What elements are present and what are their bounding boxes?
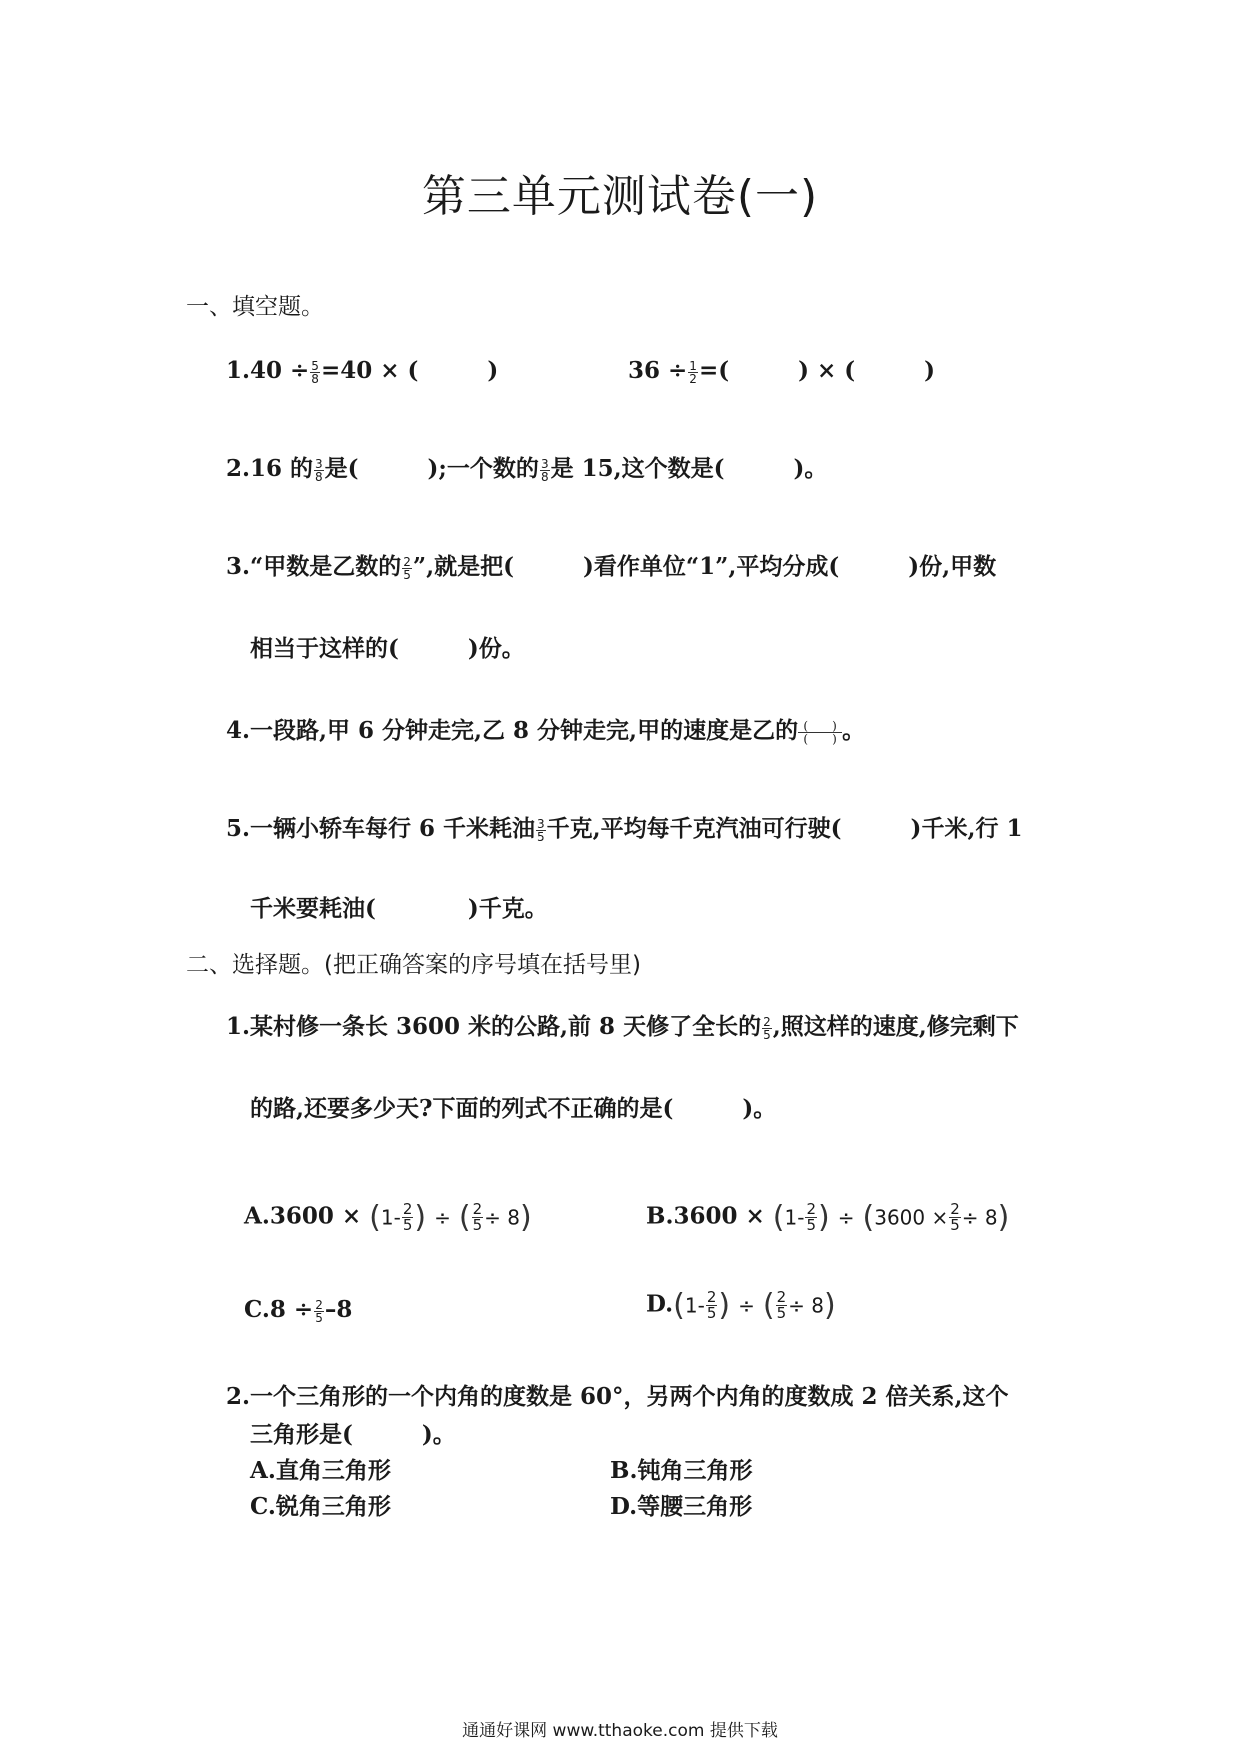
blank-fraction: ( ) ( ) (798, 720, 842, 745)
fraction: $\frac{2}{5}$ (763, 1014, 771, 1042)
fraction: $\frac{2}{5}$ (315, 1297, 323, 1325)
question-3-line1: 3.“甲数是乙数的 $\frac{2}{5}$ ”,就是把( )看作单位“1”,平均分成( )份,甲数 (226, 553, 997, 582)
footer-source: 通通好课网 www.tthaoke.com 提供下载 (462, 1721, 778, 1741)
question-3-line2: 相当于这样的( )份。 (250, 635, 525, 662)
fraction: $\frac{2}{5}$ (706, 1288, 717, 1322)
option-c: C.8 ÷ $\frac{2}{5}$ –8 (244, 1296, 353, 1325)
question-1b: 36 ÷ $\frac{1}{2}$ =( ) × ( ) (628, 357, 936, 386)
option-2b: B.钝角三角形 (610, 1457, 753, 1484)
fraction: $\frac{2}{5}$ (776, 1288, 787, 1322)
section1-heading: 一、填空题。 (186, 294, 324, 320)
fraction: $\frac{2}{5}$ (950, 1200, 960, 1234)
choice-question-1-line1: 1.某村修一条长 3600 米的公路,前 8 天修了全长的 $\frac{2}{5}$ ,照这样的速度,修完剩下 (226, 1013, 1019, 1042)
choice-question-2-line2: 三角形是( )。 (250, 1421, 456, 1448)
option-2a: A.直角三角形 (250, 1457, 391, 1484)
question-5-line2: 千米要耗油( )千克。 (250, 895, 548, 922)
option-2d: D.等腰三角形 (610, 1493, 753, 1520)
option-a: A.3600 × (1- $\frac{2}{5}$ ) ÷ ( $\frac{2}{5}$ ÷ 8) (244, 1200, 532, 1235)
question-1a: 1.40 ÷ $\frac{5}{8}$ =40 × ( ) (226, 357, 499, 386)
section2-heading: 二、选择题。(把正确答案的序号填在括号里) (186, 952, 641, 978)
fraction: $\frac{2}{5}$ (402, 1200, 413, 1234)
question-4: 4.一段路,甲 6 分钟走完,乙 8 分钟走完,甲的速度是乙的 ( ) ( ) 。 (226, 717, 866, 746)
option-b: B.3600 × (1- $\frac{2}{5}$ ) ÷ (3600 × $\frac{2}{5}$ ÷ 8) (646, 1200, 1010, 1235)
fraction: $\frac{5}{8}$ (311, 358, 319, 386)
option-d: D.(1- $\frac{2}{5}$ ) ÷ ( $\frac{2}{5}$ ÷ 8) (646, 1288, 836, 1323)
fraction: $\frac{1}{2}$ (689, 358, 697, 386)
fraction: $\frac{2}{5}$ (403, 554, 411, 582)
question-2: 2.16 的 $\frac{3}{8}$ 是( );一个数的 $\frac{3}{8}$ 是 15,这个数是( )。 (226, 455, 828, 484)
choice-question-2-line1: 2.一个三角形的一个内角的度数是 60°，另两个内角的度数成 2 倍关系,这个 (226, 1383, 1009, 1410)
fraction: $\frac{3}{5}$ (537, 816, 545, 844)
choice-question-1-line2: 的路,还要多少天?下面的列式不正确的是( )。 (250, 1095, 777, 1122)
fraction: $\frac{3}{8}$ (540, 456, 549, 484)
fraction: $\frac{3}{8}$ (315, 456, 323, 484)
page-title: 第三单元测试卷(一) (421, 171, 819, 222)
fraction: $\frac{2}{5}$ (806, 1200, 816, 1234)
fraction: $\frac{2}{5}$ (472, 1200, 483, 1234)
question-5-line1: 5.一辆小轿车每行 6 千米耗油 $\frac{3}{5}$ 千克,平均每千克汽油可行驶( )千米,行 1 (226, 815, 1023, 844)
option-2c: C.锐角三角形 (250, 1493, 391, 1520)
